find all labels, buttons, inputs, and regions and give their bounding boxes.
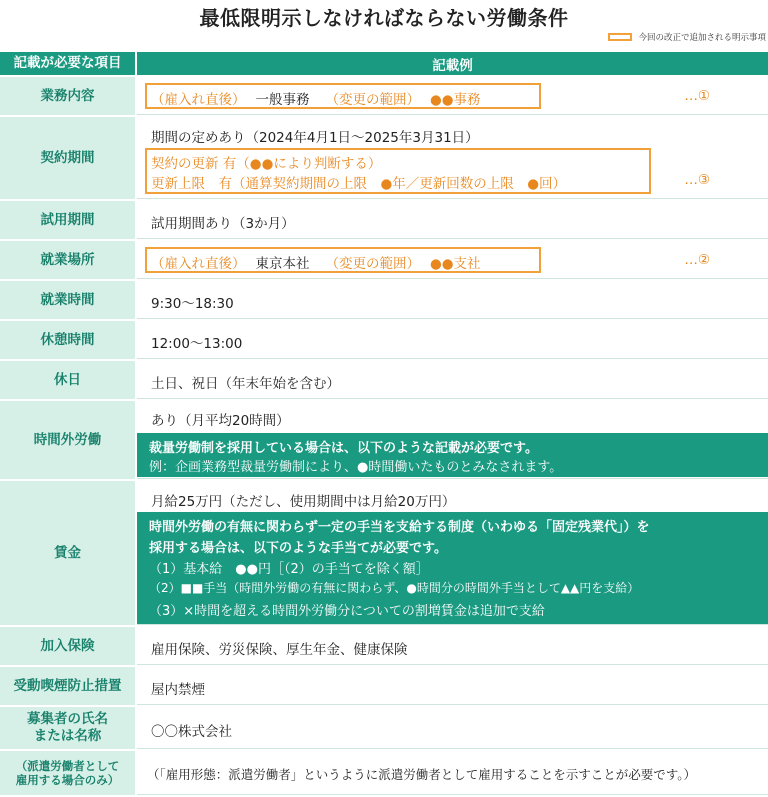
boshu-label-1: 募集者の氏名 — [27, 711, 108, 728]
value-boshu — [137, 707, 768, 749]
jikangai-text: あり（月平均20時間） — [151, 413, 290, 429]
row-jikangai — [0, 401, 768, 481]
gyomu-a: （雇入れ直後） — [151, 92, 246, 108]
value-haken — [137, 751, 768, 795]
value-shiyo — [137, 201, 768, 239]
value-keiyaku — [137, 117, 768, 199]
note-line: 例：企画業務型裁量労働制により、●時間働いたものとみなされます。 — [149, 460, 563, 475]
haken-label-1: （派遣労働者として — [15, 758, 120, 773]
row-kitsuen — [0, 667, 768, 707]
label-shiyo: 試用期間 — [0, 201, 137, 239]
chingin-text: 月給25万円（ただし、使用期間中は月給20万円） — [151, 494, 456, 510]
row-haken — [0, 751, 768, 797]
gyomu-c: （変更の範囲） — [325, 92, 420, 108]
mark-2: …② — [684, 252, 710, 268]
note-line: （2）■■手当（時間外労働の有無に関わらず、●時間分の時間外手当として▲▲円を支給） — [149, 581, 640, 595]
shiyo-text: 試用期間あり（3か月） — [151, 216, 295, 232]
legend-swatch — [608, 33, 632, 41]
page-title: 最低限明示しなければならない労働条件 — [199, 6, 569, 30]
haken-label-2: 雇用する場合のみ） — [15, 773, 120, 787]
basho-c: （変更の範囲） — [325, 256, 420, 272]
kyukei-text: 12:00～13:00 — [151, 336, 243, 352]
label-gyomu: 業務内容 — [0, 77, 137, 115]
basho-d: ●●支社 — [430, 256, 481, 272]
value-kyukei — [137, 321, 768, 359]
value-gyomu — [137, 77, 768, 115]
row-keiyaku — [0, 117, 768, 201]
note-line: （1）基本給 ●●円［（2）の手当てを除く額］ — [149, 562, 429, 577]
label-boshu — [0, 707, 137, 749]
value-kitsuen — [137, 667, 768, 705]
gyomu-d: ●●事務 — [430, 92, 481, 108]
note-line: 裁量労働制を採用している場合は、以下のような記載が必要です。 — [149, 441, 538, 456]
label-basho: 就業場所 — [0, 241, 137, 279]
label-haken — [0, 751, 137, 795]
note-box — [137, 433, 768, 477]
label-hoken: 加入保険 — [0, 627, 137, 665]
boshu-text: 〇〇株式会社 — [151, 724, 232, 740]
row-kyukei — [0, 321, 768, 361]
keiyaku-line2: 契約の更新 有（●●により判断する） — [151, 156, 382, 172]
basho-a: （雇入れ直後） — [151, 256, 246, 272]
note-line: 時間外労働の有無に関わらず一定の手当を支給する制度（いわゆる「固定残業代」）を — [149, 520, 650, 535]
boshu-label-2: または名称 — [33, 728, 102, 744]
label-jikan: 就業時間 — [0, 281, 137, 319]
kitsuen-text: 屋内禁煙 — [151, 682, 205, 698]
label-keiyaku: 契約期間 — [0, 117, 137, 199]
legend-label: 今回の改正で追加される明示事項 — [638, 33, 766, 43]
row-jikan — [0, 281, 768, 321]
row-shiyo — [0, 201, 768, 241]
value-hoken — [137, 627, 768, 665]
header-example: 記載例 — [137, 52, 768, 75]
keiyaku-line1: 期間の定めあり（2024年4月1日～2025年3月31日） — [151, 130, 479, 146]
mark-1: …① — [684, 88, 710, 104]
note-line: 採用する場合は、以下のような手当てが必要です。 — [149, 541, 447, 556]
haken-text: （「雇用形態：派遣労働者」というように派遣労働者として雇用することを示すことが必要です。） — [147, 767, 697, 782]
label-kyujitsu: 休日 — [0, 361, 137, 399]
row-basho — [0, 241, 768, 281]
label-kitsuen: 受動喫煙防止措置 — [0, 667, 137, 705]
jikan-text: 9:30～18:30 — [151, 296, 234, 312]
legend — [608, 31, 766, 43]
value-kyujitsu — [137, 361, 768, 399]
row-kyujitsu — [0, 361, 768, 401]
row-hoken — [0, 627, 768, 667]
basho-b: 東京本社 — [255, 256, 310, 272]
table-header — [0, 52, 768, 77]
label-jikangai: 時間外労働 — [0, 401, 137, 479]
value-chingin — [137, 481, 768, 625]
keiyaku-line3: 更新上限 有（通算契約期間の上限 ●年／更新回数の上限 ●回） — [151, 176, 567, 192]
row-boshu — [0, 707, 768, 751]
hoken-text: 雇用保険、労災保険、厚生年金、健康保険 — [151, 642, 408, 658]
header-item: 記載が必要な項目 — [0, 52, 137, 75]
conditions-table — [0, 52, 768, 797]
value-jikan — [137, 281, 768, 319]
value-basho — [137, 241, 768, 279]
label-chingin: 賃金 — [0, 481, 137, 625]
label-kyukei: 休憩時間 — [0, 321, 137, 359]
kyujitsu-text: 土日、祝日（年末年始を含む） — [151, 376, 340, 392]
value-jikangai — [137, 401, 768, 479]
row-gyomu — [0, 77, 768, 117]
note-line: （3）×時間を超える時間外労働分についての割増賃金は追加で支給 — [149, 604, 545, 619]
mark-3: …③ — [684, 172, 710, 188]
row-chingin — [0, 481, 768, 627]
note-box — [137, 512, 768, 624]
gyomu-b: 一般事務 — [255, 92, 310, 108]
